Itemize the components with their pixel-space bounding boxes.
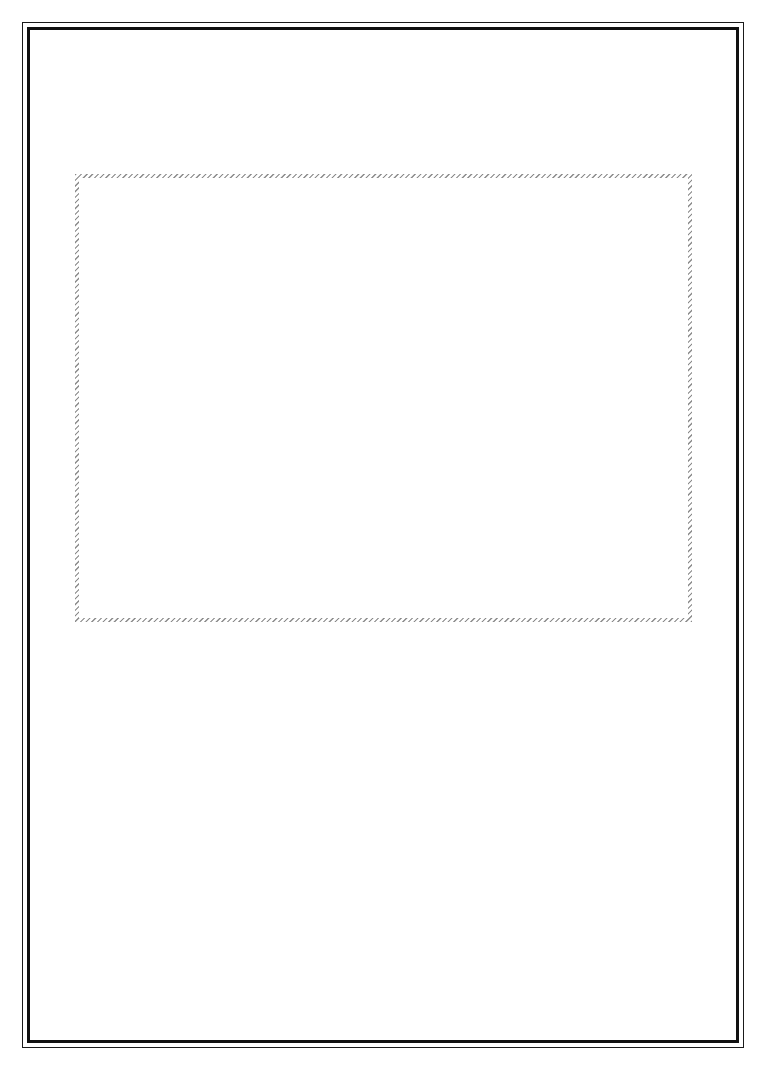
matching-activity-area — [36, 628, 730, 1043]
word-search-grid-inner — [79, 178, 688, 618]
word-search-grid[interactable] — [75, 174, 692, 622]
